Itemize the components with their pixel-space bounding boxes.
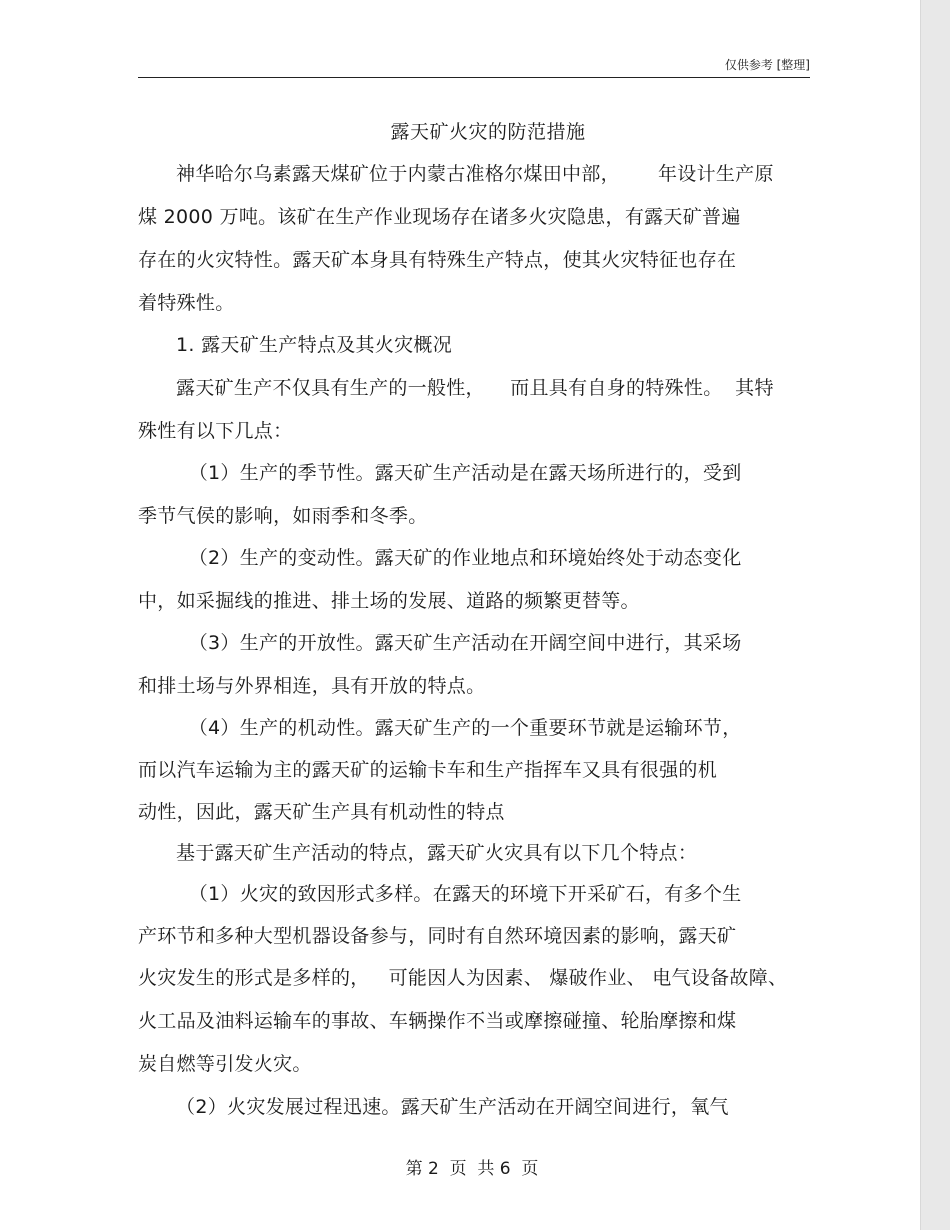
body-line: 存在的火灾特性。露天矿本身具有特殊生产特点，使其火灾特征也存在: [138, 249, 737, 271]
page-number: 第 2 页 共 6 页: [405, 1159, 539, 1179]
body-line: 季节气侯的影响，如雨季和冬季。: [138, 505, 428, 527]
body-line: 而以汽车运输为主的露天矿的运输卡车和生产指挥车又具有很强的机: [138, 759, 718, 781]
body-line: 中，如采掘线的推进、排土场的发展、道路的频繁更替等。: [138, 590, 640, 612]
body-line: （3）生产的开放性。露天矿生产活动在开阔空间中进行，其采场: [138, 632, 742, 654]
header-note: 仅供参考 [整理]: [724, 58, 810, 72]
document-title: 露天矿火灾的防范措施: [390, 121, 586, 143]
body-line: 殊性有以下几点：: [138, 420, 293, 442]
body-line: 炭自燃等引发火灾。: [138, 1053, 312, 1075]
body-line: （2）火灾发展过程迅速。露天矿生产活动在开阔空间进行，氧气: [138, 1096, 729, 1118]
body-line: 基于露天矿生产活动的特点，露天矿火灾具有以下几个特点：: [138, 842, 698, 864]
body-line: 着特殊性。: [138, 292, 235, 314]
body-line: （2）生产的变动性。露天矿的作业地点和环境始终处于动态变化: [138, 547, 742, 569]
body-line: 动性，因此，露天矿生产具有机动性的特点: [138, 801, 505, 823]
body-line: （1）生产的季节性。露天矿生产活动是在露天场所进行的，受到: [138, 462, 742, 484]
header-rule: [138, 77, 810, 78]
body-line: 和排土场与外界相连，具有开放的特点。: [138, 675, 486, 697]
body-line: 神华哈尔乌素露天煤矿位于内蒙古准格尔煤田中部， 年设计生产原: [138, 163, 774, 185]
body-line: 火工品及油料运输车的事故、车辆操作不当或摩擦碰撞、轮胎摩擦和煤: [138, 1010, 737, 1032]
body-line: （1）火灾的致因形式多样。在露天的环境下开采矿石，有多个生: [138, 883, 742, 905]
body-line: 产环节和多种大型机器设备参与，同时有自然环境因素的影响，露天矿: [138, 925, 737, 947]
body-line: 煤 2000 万吨。该矿在生产作业现场存在诸多火灾隐患，有露天矿普遍: [138, 206, 741, 228]
body-line: 火灾发生的形式是多样的， 可能因人为因素、 爆破作业、 电气设备故障、: [138, 967, 788, 989]
body-line: 露天矿生产不仅具有生产的一般性， 而且具有自身的特殊性。 其特: [138, 377, 774, 399]
body-line: （4）生产的机动性。露天矿生产的一个重要环节就是运输环节，: [138, 717, 742, 739]
section-heading: 1. 露天矿生产特点及其火灾概况: [138, 334, 453, 356]
